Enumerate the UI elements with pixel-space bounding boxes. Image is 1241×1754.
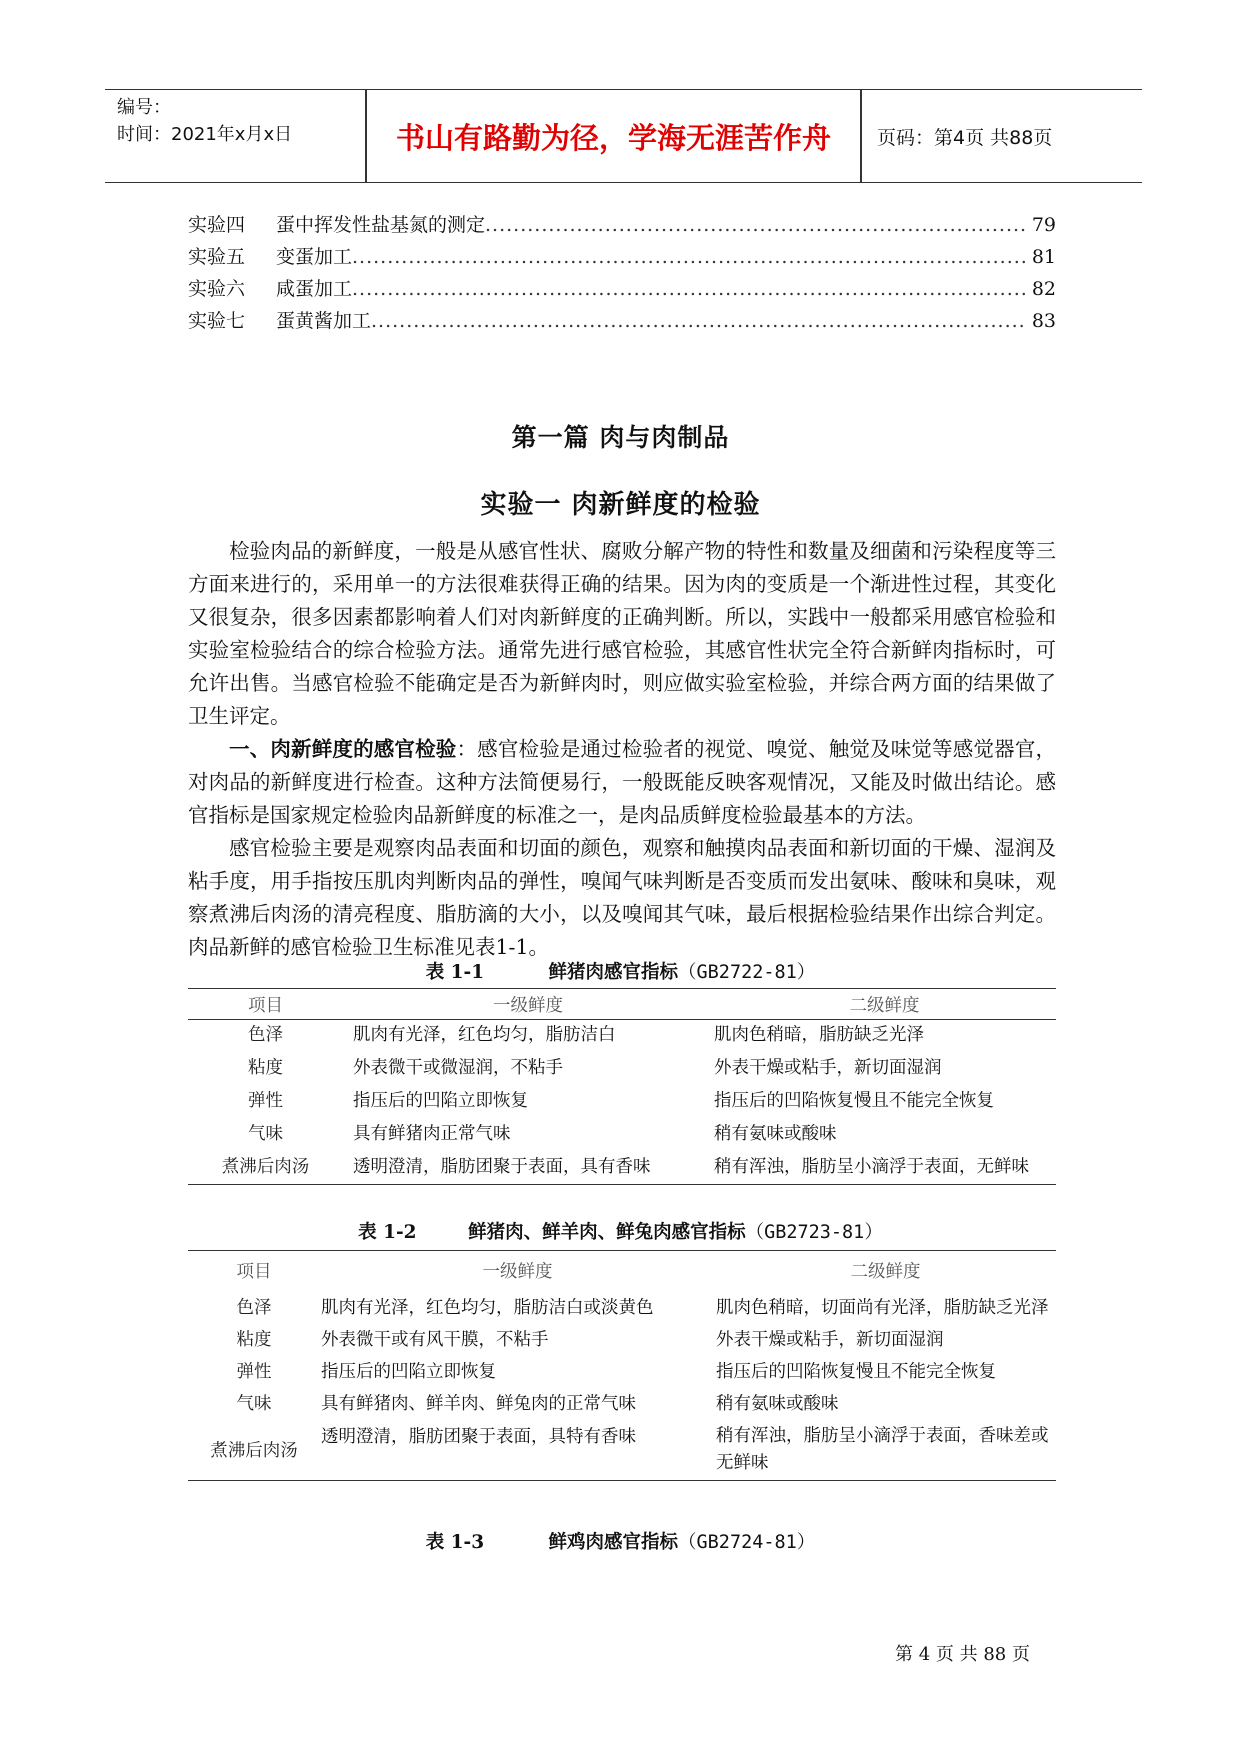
doc-code-label: 编号： (117, 97, 171, 118)
table-cell: 透明澄清，脂肪团聚于表面，具特有香味 (321, 1426, 636, 1447)
paragraph-text: ：感官检验是通过检验者的视觉、嗅觉、触觉及味觉等感觉器官，对肉品的新鲜度进行检查。这种方法简便易行，一般既能反映客观情况，又能及时做出结论。感官指标是国家规定检验肉品新鲜度的标准之一，是肉品质鲜度检验最基本的方法。 (188, 737, 1057, 827)
table-cell: 气味 (236, 1394, 272, 1414)
table-cell: 色泽 (248, 1025, 283, 1045)
table-cell: 外表微干或微湿润，不粘手 (353, 1057, 563, 1078)
table-cell: 指压后的凹陷立即恢复 (321, 1362, 496, 1382)
table-caption-title: 鲜猪肉、鲜羊肉、鲜兔肉感官指标 (468, 1222, 746, 1243)
table-cell: 弹性 (248, 1090, 283, 1111)
table-header-row (188, 1251, 1056, 1291)
table-header-cell: 项目 (188, 989, 343, 1020)
table-row (188, 1387, 1056, 1419)
table-header-row (188, 989, 1056, 1020)
toc-entry-page: 81 (1031, 246, 1056, 268)
doc-time: 时间：2021年x月x日 (117, 124, 293, 145)
table-caption (0, 958, 1241, 984)
table-row (188, 1152, 1056, 1185)
table-cell: 外表微干或有风干膜，不粘手 (321, 1330, 549, 1350)
table-cell: 粘度 (236, 1330, 272, 1350)
table-row (188, 1355, 1056, 1387)
table-header-cell: 一级鲜度 (343, 989, 713, 1020)
table-cell: 弹性 (236, 1362, 272, 1382)
table-row (188, 1020, 1056, 1053)
table-cell: 指压后的凹陷立即恢复 (353, 1090, 528, 1111)
table-caption (0, 1528, 1241, 1554)
toc-entry[interactable] (188, 306, 1056, 338)
table-header-cell: 二级鲜度 (713, 989, 1056, 1020)
table-header-cell: 项目 (236, 1262, 272, 1283)
table-cell: 指压后的凹陷恢复慢且不能完全恢复 (714, 1090, 994, 1111)
toc-entry-title: 蛋中挥发性盐基氮的测定 (276, 214, 486, 236)
toc-leader-dots (371, 310, 1026, 332)
table-cell: 肌肉有光泽，红色均匀，脂肪洁白 (353, 1025, 616, 1045)
toc-leader-dots (352, 246, 1026, 268)
header-page-info: 页码：第4页 共88页 (877, 126, 1053, 149)
experiment-title: 实验一 肉新鲜度的检验 (480, 490, 761, 520)
toc-entry-number: 实验五 (188, 246, 246, 268)
table-cell: 气味 (248, 1123, 283, 1144)
data-table (188, 1250, 1056, 1481)
table-cell: 肌肉色稍暗，切面尚有光泽，脂肪缺乏光泽 (716, 1298, 1049, 1318)
data-table (188, 988, 1056, 1185)
table-cell: 色泽 (236, 1298, 272, 1318)
paragraph: 检验肉品的新鲜度，一般是从感官性状、腐败分解产物的特性和数量及细菌和污染程度等三方面来进行的，采用单一的方法很难获得正确的结果。因为肉的变质是一个渐进性过程，其变化又很复杂，很多因素都影响着人们对肉新鲜度的正确判断。所以，实践中一般都采用感官检验和实验室检验结合的综合检验方法。通常先进行感官检验，其感官性状完全符合新鲜肉指标时，可允许出售。当感官检验不能确定是否为新鲜肉时，则应做实验室检验，并综合两方面的结果做了卫生评定。 (188, 539, 1056, 728)
toc-leader-dots (485, 214, 1026, 236)
toc-entry-page: 79 (1031, 214, 1056, 236)
table-caption-title: 鲜鸡肉感官指标 (548, 1532, 679, 1553)
table-cell: 外表干燥或粘手，新切面湿润 (716, 1330, 944, 1350)
toc-entry[interactable] (188, 210, 1056, 242)
toc-entry[interactable] (188, 242, 1056, 274)
toc-entry-number: 实验六 (188, 278, 246, 300)
table-row (188, 1291, 1056, 1323)
section-heading: 一、肉新鲜度的感官检验 (229, 737, 457, 761)
table-caption-code: （GB2724-81） (678, 1532, 816, 1553)
table-header-cell: 二级鲜度 (850, 1262, 921, 1283)
table-row (188, 1053, 1056, 1086)
table-caption (0, 1218, 1241, 1244)
table-cell: 稍有氨味或酸味 (716, 1394, 839, 1414)
paragraph (188, 733, 1056, 832)
table-cell: 煮沸后肉汤 (210, 1440, 298, 1461)
toc-entry-number: 实验七 (188, 310, 246, 332)
paragraph: 感官检验主要是观察肉品表面和切面的颜色，观察和触摸肉品表面和新切面的干燥、湿润及粘手度，用手指按压肌肉判断肉品的弹性，嗅闻气味判断是否变质而发出氨味、酸味和臭味，观察煮沸后肉汤的清亮程度、脂肪滴的大小，以及嗅闻其气味，最后根据检验结果作出综合判定。肉品新鲜的感官检验卫生标准见表1-1。 (188, 836, 1056, 959)
toc-leader-dots (352, 278, 1026, 300)
table-cell: 具有鲜猪肉正常气味 (353, 1123, 511, 1144)
table-caption-title: 鲜猪肉感官指标 (548, 962, 679, 983)
page-header (105, 89, 1142, 183)
table-caption-code: （GB2722-81） (678, 962, 816, 983)
table-cell: 肌肉色稍暗，脂肪缺乏光泽 (714, 1025, 924, 1045)
table-row (188, 1323, 1056, 1355)
header-meta (117, 94, 292, 148)
table-cell: 稍有氨味或酸味 (714, 1123, 837, 1144)
table-caption-label: 表 1-3 (425, 1532, 485, 1553)
toc-entry-number: 实验四 (188, 214, 246, 236)
table-of-contents (188, 210, 1056, 338)
header-motto: 书山有路勤为径，学海无涯苦作舟 (395, 120, 831, 155)
table-header-cell: 一级鲜度 (482, 1262, 553, 1283)
table-cell: 透明澄清，脂肪团聚于表面，具有香味 (353, 1156, 651, 1177)
table-caption-label: 表 1-1 (425, 962, 485, 983)
toc-entry[interactable] (188, 274, 1056, 306)
part-title: 第一篇 肉与肉制品 (511, 423, 730, 452)
table-row (188, 1086, 1056, 1119)
table-cell: 指压后的凹陷恢复慢且不能完全恢复 (716, 1362, 996, 1382)
table-cell: 稍有浑浊，脂肪呈小滴浮于表面，无鲜味 (714, 1156, 1029, 1177)
table-cell: 具有鲜猪肉、鲜羊肉、鲜兔肉的正常气味 (321, 1394, 636, 1414)
toc-entry-page: 83 (1031, 310, 1056, 332)
table-row (188, 1419, 1056, 1481)
table-caption-label: 表 1-2 (358, 1222, 417, 1243)
table-row (188, 1119, 1056, 1152)
table-caption-code: （GB2723-81） (745, 1222, 883, 1243)
table-cell: 外表干燥或粘手，新切面湿润 (714, 1057, 942, 1078)
table-cell: 煮沸后肉汤 (221, 1156, 310, 1177)
table-cell: 粘度 (248, 1057, 283, 1078)
toc-entry-page: 82 (1031, 278, 1056, 300)
table-cell: 稍有浑浊，脂肪呈小滴浮于表面，香味差或无鲜味 (716, 1425, 1049, 1473)
body-text (188, 535, 1056, 964)
table-cell: 肌肉有光泽，红色均匀，脂肪洁白或淡黄色 (321, 1298, 654, 1318)
toc-entry-title: 变蛋加工 (276, 246, 353, 268)
toc-entry-title: 咸蛋加工 (276, 278, 353, 300)
page-footer: 第 4 页 共 88 页 (895, 1644, 1030, 1665)
toc-entry-title: 蛋黄酱加工 (276, 310, 372, 332)
